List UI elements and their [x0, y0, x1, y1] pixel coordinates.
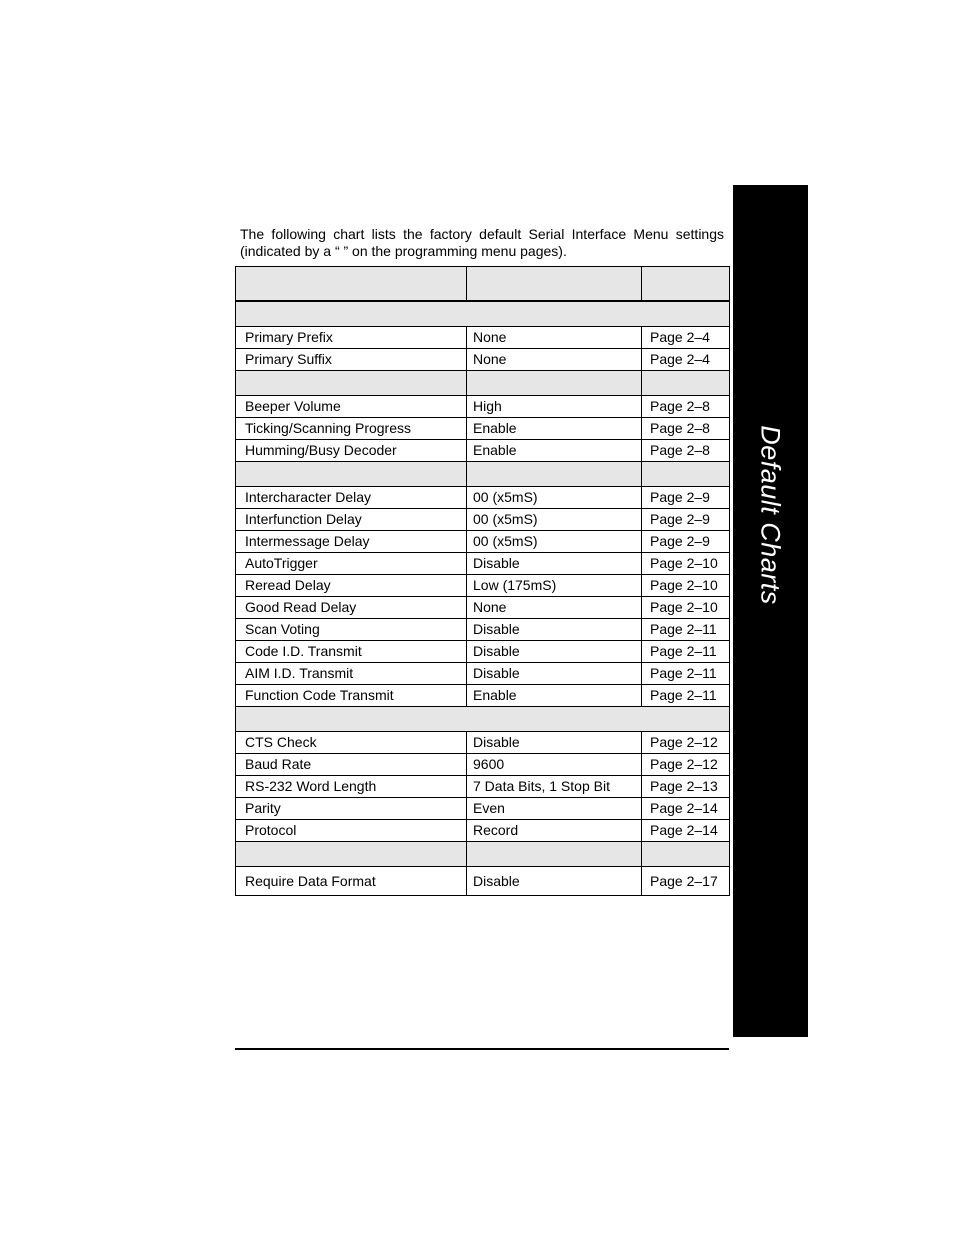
- setting-cell: Baud Rate: [236, 754, 467, 776]
- table-row: [236, 685, 730, 707]
- setting-cell: Require Data Format: [236, 867, 467, 896]
- page-reference-cell: Page 2–14: [642, 820, 730, 842]
- section-header-cell: [236, 462, 467, 487]
- intro-line-1: The following chart lists the factory default Serial Interface Menu settings: [240, 226, 724, 242]
- page-reference-cell: Page 2–12: [642, 732, 730, 754]
- side-tab: [733, 185, 808, 1037]
- section-header-row: [236, 462, 730, 487]
- page-reference-cell: Page 2–10: [642, 553, 730, 575]
- default-value-cell: None: [467, 327, 642, 349]
- setting-cell: Parity: [236, 798, 467, 820]
- default-value-cell: Disable: [467, 553, 642, 575]
- page-reference-cell: Page 2–14: [642, 798, 730, 820]
- section-header-cell: [467, 842, 642, 867]
- setting-cell: Interfunction Delay: [236, 509, 467, 531]
- section-header-cell: [236, 301, 730, 327]
- page-reference-cell: Page 2–8: [642, 440, 730, 462]
- page-reference-cell: Page 2–17: [642, 867, 730, 896]
- section-header-cell: [642, 842, 730, 867]
- page-reference-cell: Page 2–11: [642, 685, 730, 707]
- side-tab-label: Default Charts: [755, 425, 786, 605]
- table-header-row: [236, 267, 730, 302]
- default-value-cell: High: [467, 396, 642, 418]
- footer-rule: [235, 1048, 729, 1050]
- section-header-row: [236, 301, 730, 327]
- setting-cell: Reread Delay: [236, 575, 467, 597]
- setting-cell: AIM I.D. Transmit: [236, 663, 467, 685]
- table-row: [236, 754, 730, 776]
- table-row: [236, 732, 730, 754]
- default-value-cell: Enable: [467, 440, 642, 462]
- table-body: [236, 267, 730, 896]
- default-value-cell: 00 (x5mS): [467, 487, 642, 509]
- table-row: [236, 327, 730, 349]
- table-row: [236, 440, 730, 462]
- table-row: [236, 663, 730, 685]
- table-row: [236, 418, 730, 440]
- setting-cell: AutoTrigger: [236, 553, 467, 575]
- table-row: [236, 575, 730, 597]
- setting-cell: Primary Prefix: [236, 327, 467, 349]
- table-row: [236, 531, 730, 553]
- page-reference-cell: Page 2–13: [642, 776, 730, 798]
- page-reference-cell: Page 2–10: [642, 575, 730, 597]
- default-value-cell: Low (175mS): [467, 575, 642, 597]
- setting-cell: Good Read Delay: [236, 597, 467, 619]
- default-value-cell: 9600: [467, 754, 642, 776]
- default-value-cell: None: [467, 349, 642, 371]
- table-row: [236, 619, 730, 641]
- default-value-cell: Even: [467, 798, 642, 820]
- header-cell-page: [642, 267, 730, 302]
- section-header-row: [236, 371, 730, 396]
- section-header-row: [236, 842, 730, 867]
- table-row: [236, 509, 730, 531]
- header-cell-default: [467, 267, 642, 302]
- default-value-cell: 7 Data Bits, 1 Stop Bit: [467, 776, 642, 798]
- setting-cell: Intermessage Delay: [236, 531, 467, 553]
- default-value-cell: Enable: [467, 418, 642, 440]
- table-row: [236, 597, 730, 619]
- page-reference-cell: Page 2–11: [642, 641, 730, 663]
- table-row: [236, 776, 730, 798]
- default-value-cell: Disable: [467, 619, 642, 641]
- section-header-cell: [642, 462, 730, 487]
- page-reference-cell: Page 2–11: [642, 663, 730, 685]
- section-header-cell: [236, 842, 467, 867]
- table-row: [236, 820, 730, 842]
- table-row: [236, 349, 730, 371]
- setting-cell: Beeper Volume: [236, 396, 467, 418]
- default-value-cell: Enable: [467, 685, 642, 707]
- default-settings-table: [235, 266, 730, 896]
- default-value-cell: Disable: [467, 867, 642, 896]
- table-row: [236, 867, 730, 896]
- setting-cell: Code I.D. Transmit: [236, 641, 467, 663]
- setting-cell: Protocol: [236, 820, 467, 842]
- page-reference-cell: Page 2–8: [642, 418, 730, 440]
- setting-cell: Intercharacter Delay: [236, 487, 467, 509]
- intro-paragraph: [240, 226, 724, 260]
- setting-cell: Humming/Busy Decoder: [236, 440, 467, 462]
- default-value-cell: Record: [467, 820, 642, 842]
- default-value-cell: Disable: [467, 732, 642, 754]
- page-reference-cell: Page 2–4: [642, 349, 730, 371]
- table-row: [236, 487, 730, 509]
- table-row: [236, 798, 730, 820]
- section-header-cell: [236, 707, 730, 732]
- default-value-cell: Disable: [467, 641, 642, 663]
- page-reference-cell: Page 2–8: [642, 396, 730, 418]
- page-reference-cell: Page 2–10: [642, 597, 730, 619]
- page-reference-cell: Page 2–11: [642, 619, 730, 641]
- table-row: [236, 641, 730, 663]
- section-header-row: [236, 707, 730, 732]
- setting-cell: RS-232 Word Length: [236, 776, 467, 798]
- setting-cell: Function Code Transmit: [236, 685, 467, 707]
- header-cell-setting: [236, 267, 467, 302]
- page-reference-cell: Page 2–4: [642, 327, 730, 349]
- page-reference-cell: Page 2–12: [642, 754, 730, 776]
- setting-cell: CTS Check: [236, 732, 467, 754]
- table-row: [236, 553, 730, 575]
- section-header-cell: [642, 371, 730, 396]
- section-header-cell: [467, 462, 642, 487]
- page-reference-cell: Page 2–9: [642, 509, 730, 531]
- intro-line-2: (indicated by a “ ” on the programming menu pages).: [240, 243, 567, 259]
- setting-cell: Scan Voting: [236, 619, 467, 641]
- table-row: [236, 396, 730, 418]
- setting-cell: Ticking/Scanning Progress: [236, 418, 467, 440]
- page-reference-cell: Page 2–9: [642, 531, 730, 553]
- default-value-cell: None: [467, 597, 642, 619]
- default-value-cell: 00 (x5mS): [467, 509, 642, 531]
- default-value-cell: Disable: [467, 663, 642, 685]
- default-value-cell: 00 (x5mS): [467, 531, 642, 553]
- section-header-cell: [467, 371, 642, 396]
- page-reference-cell: Page 2–9: [642, 487, 730, 509]
- section-header-cell: [236, 371, 467, 396]
- setting-cell: Primary Suffix: [236, 349, 467, 371]
